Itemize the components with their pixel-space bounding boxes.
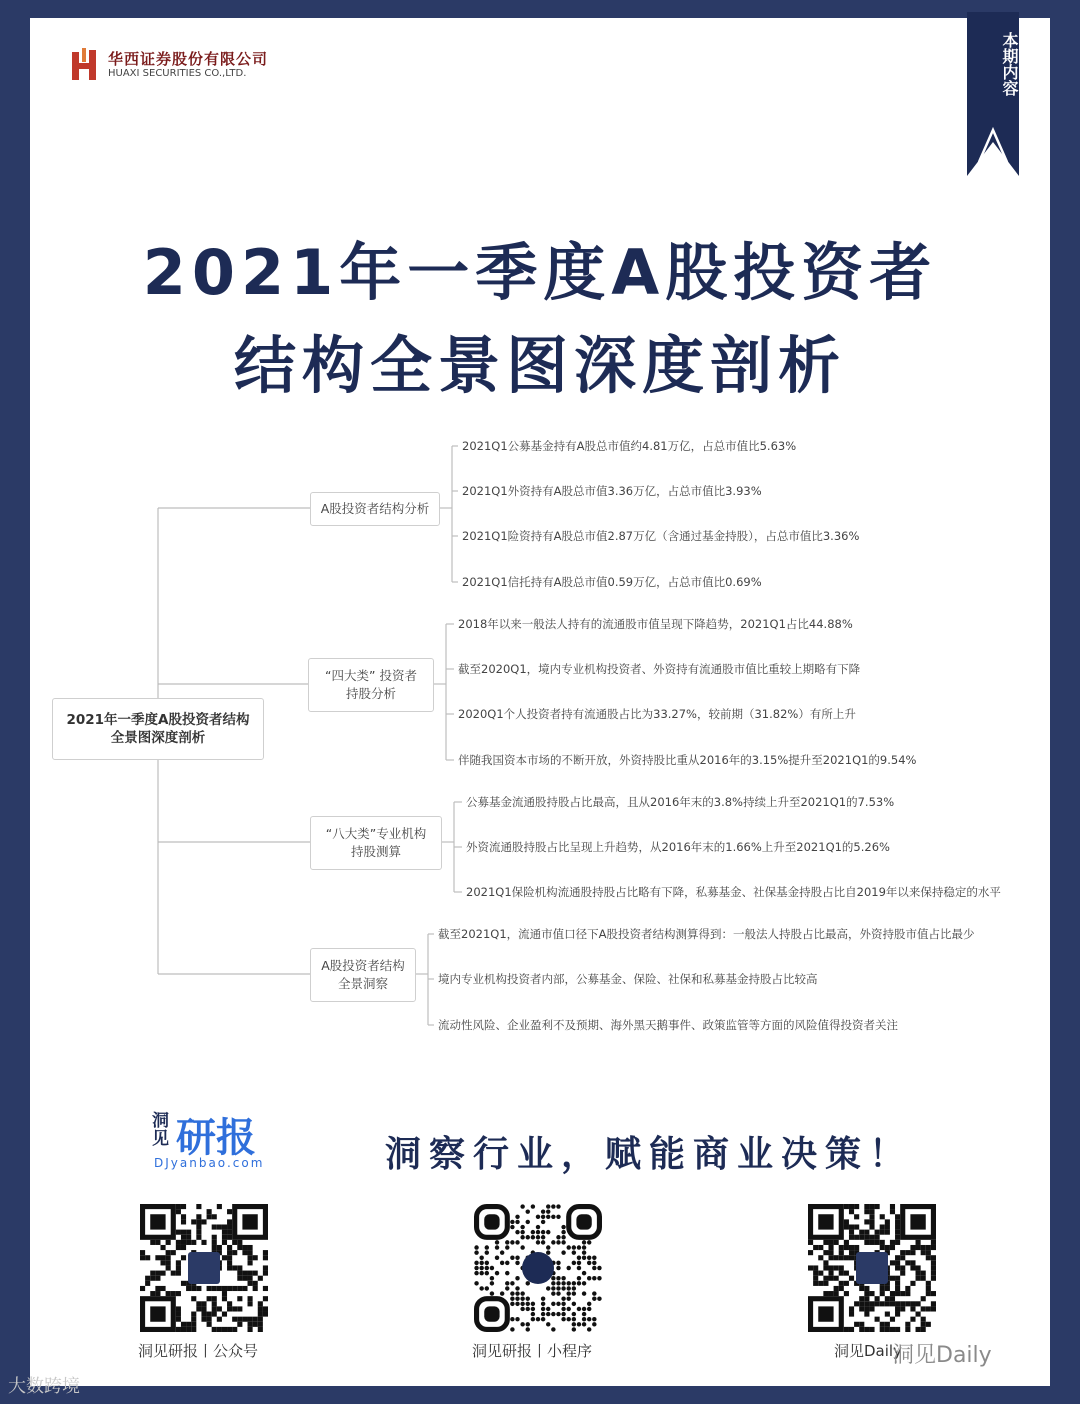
branch-label: A股投资者结构分析 xyxy=(320,501,430,516)
leaf-item: 伴随我国资本市场的不断开放，外资持股比重从2016年的3.15%提升至2021Q1的9.54% xyxy=(458,753,917,767)
qr-label-official-account: 洞见研报丨公众号 xyxy=(138,1342,259,1360)
watermark-left: 大数跨境 xyxy=(8,1376,80,1397)
leaf-item: 2021Q1外资持有A股总市值3.36万亿，占总市值比3.93% xyxy=(462,484,762,498)
brand-small-text: 洞见 xyxy=(152,1111,169,1149)
qr-label-mini-program: 洞见研报丨小程序 xyxy=(472,1342,593,1360)
leaf-item: 2021Q1信托持有A股总市值0.59万亿，占总市值比0.69% xyxy=(462,575,762,589)
branch-node-4 xyxy=(310,948,416,1002)
poster-page xyxy=(30,18,1050,1386)
branch-node-2 xyxy=(308,658,434,712)
branch-label: “四大类” 投资者 持股分析 xyxy=(325,668,417,701)
company-name-cn: 华西证券股份有限公司 xyxy=(108,50,269,68)
company-name-en: HUAXI SECURITIES CO.,LTD. xyxy=(108,68,247,79)
branch-node-1 xyxy=(310,492,440,526)
branch-label: A股投资者结构 全景洞察 xyxy=(321,958,405,991)
qr-code-daily[interactable] xyxy=(808,1204,936,1332)
brand-url: DJyanbao.com xyxy=(154,1156,265,1170)
qr-code-official-account[interactable] xyxy=(140,1204,268,1332)
leaf-item: 2021Q1险资持有A股总市值2.87万亿（含通过基金持股），占总市值比3.36% xyxy=(462,529,860,543)
leaf-item: 公募基金流通股持股占比最高，且从2016年末的3.8%持续上升至2021Q1的7.53% xyxy=(466,795,895,809)
brand-big-text: 研报 xyxy=(176,1115,256,1161)
slogan: 洞察行业，赋能商业决策！ xyxy=(385,1134,914,1175)
ribbon-label: 本期内容 xyxy=(1000,32,1019,96)
qr-label-daily: 洞见Daily xyxy=(834,1342,902,1360)
leaf-item: 2018年以来一般法人持有的流通股市值呈现下降趋势，2021Q1占比44.88% xyxy=(458,617,853,631)
leaf-item: 截至2020Q1，境内专业机构投资者、外资持有流通股市值比重较上期略有下降 xyxy=(458,662,861,676)
mind-map-root xyxy=(52,698,264,760)
qr-code-mini-program[interactable] xyxy=(474,1204,602,1332)
watermark-right: 洞见Daily xyxy=(892,1343,992,1368)
root-label: 2021年一季度A股投资者结构 全景图深度剖析 xyxy=(66,712,250,746)
leaf-item: 2021Q1公募基金持有A股总市值约4.81万亿，占总市值比5.63% xyxy=(462,439,797,453)
leaf-item: 外资流通股持股占比呈现上升趋势，从2016年末的1.66%上升至2021Q1的5.26% xyxy=(466,840,890,854)
title-line-2: 结构全景图深度剖析 xyxy=(233,329,846,402)
branch-node-3 xyxy=(310,816,442,870)
leaf-item: 2020Q1个人投资者持有流通股占比为33.27%，较前期（31.82%）有所上升 xyxy=(458,707,856,721)
leaf-item: 流动性风险、企业盈利不及预期、海外黑天鹅事件、政策监管等方面的风险值得投资者关注 xyxy=(438,1018,898,1032)
leaf-item: 截至2021Q1，流通市值口径下A股投资者结构测算得到：一般法人持股占比最高，外资持股市值占比最少 xyxy=(438,927,975,941)
title-line-1: 2021年一季度A股投资者 xyxy=(142,236,938,309)
leaf-item: 2021Q1保险机构流通股持股占比略有下降，私募基金、社保基金持股占比自2019年以来保持稳定的水平 xyxy=(466,885,1001,899)
leaf-item: 境内专业机构投资者内部，公募基金、保险、社保和私募基金持股占比较高 xyxy=(438,972,818,986)
mind-map xyxy=(30,18,1050,1386)
djyanbao-logo xyxy=(152,1106,292,1176)
branch-label: “八大类”专业机构 持股测算 xyxy=(325,826,427,859)
